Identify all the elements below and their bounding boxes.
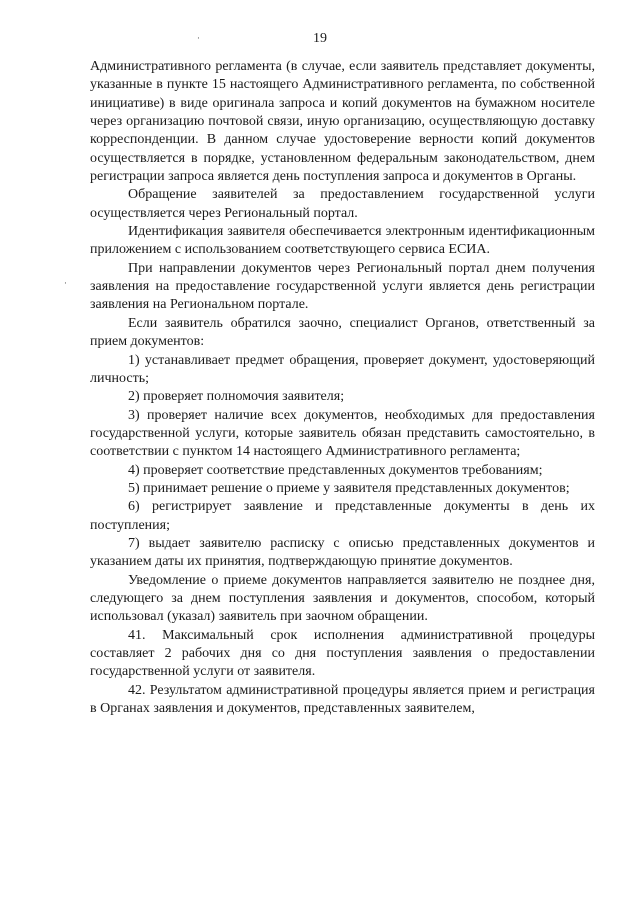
paragraph-receipt-date: При направлении документов через Региональный портал днем получения заявления на предоставление государственной услуги является день регистрации заявления на Региональном портале.	[90, 260, 595, 313]
paragraph-identification: Идентификация заявителя обеспечивается электронным идентификационным приложением с использованием соответствующего сервиса ЕСИА.	[90, 224, 595, 258]
list-item-3: 3) проверяет наличие всех документов, необходимых для предоставления государственной услуги, которые заявитель обязан представить самостоятельно, в соответствии с пунктом 14 настоящего Административного регламента;	[90, 407, 595, 460]
document-body	[90, 58, 595, 718]
scan-speck: ·	[197, 34, 200, 44]
list-item-4: 4) проверяет соответствие представленных документов требованиям;	[128, 462, 543, 478]
paragraph-regional-portal: Обращение заявителей за предоставлением государственной услуги осуществляется через Региональный портал.	[90, 187, 595, 221]
scan-speck: ·	[64, 279, 67, 289]
list-item-1: 1) устанавливает предмет обращения, проверяет документ, удостоверяющий личность;	[90, 352, 595, 386]
list-item-7: 7) выдает заявителю расписку с описью представленных документов и указанием даты их принятия, подтверждающую принятие документов.	[90, 535, 595, 570]
list-item-2: 2) проверяет полномочия заявителя;	[128, 389, 345, 405]
page-number: 19	[313, 31, 327, 46]
paragraph-41: 41. Максимальный срок исполнения административной процедуры составляет 2 рабочих дня со дня поступления заявления о предоставлении государственной услуги от заявителя.	[90, 627, 595, 680]
list-item-6: 6) регистрирует заявление и представленные документы в день их поступления;	[90, 499, 595, 533]
paragraph-notification: Уведомление о приеме документов направляется заявителю не позднее дня, следующего за днем поступления заявления и документов, способом, который использовал (указал) заявитель при заочном обращении.	[90, 572, 595, 625]
paragraph-remote-request: Если заявитель обратился заочно, специалист Органов, ответственный за прием документов:	[90, 315, 595, 350]
paragraph-continuation: Административного регламента (в случае, если заявитель представляет документы, указанные в пункте 15 настоящего Административного регламента, по собственной инициативе) в виде оригинала запроса и копий документов на бумажном носителе через организацию почтовой связи, иную организацию, осуществляющую доставку корреспонденции. В данном случае удостоверение верности копий документов осуществляется в порядке, установленном федеральным законодательством, днем регистрации запроса является день поступления запроса и документов в Органы.	[90, 59, 595, 185]
list-item-5: 5) принимает решение о приеме у заявителя представленных документов;	[128, 480, 570, 496]
paragraph-42: 42. Результатом административной процедуры является прием и регистрация в Органах заявления и документов, представленных заявителем,	[90, 682, 595, 717]
